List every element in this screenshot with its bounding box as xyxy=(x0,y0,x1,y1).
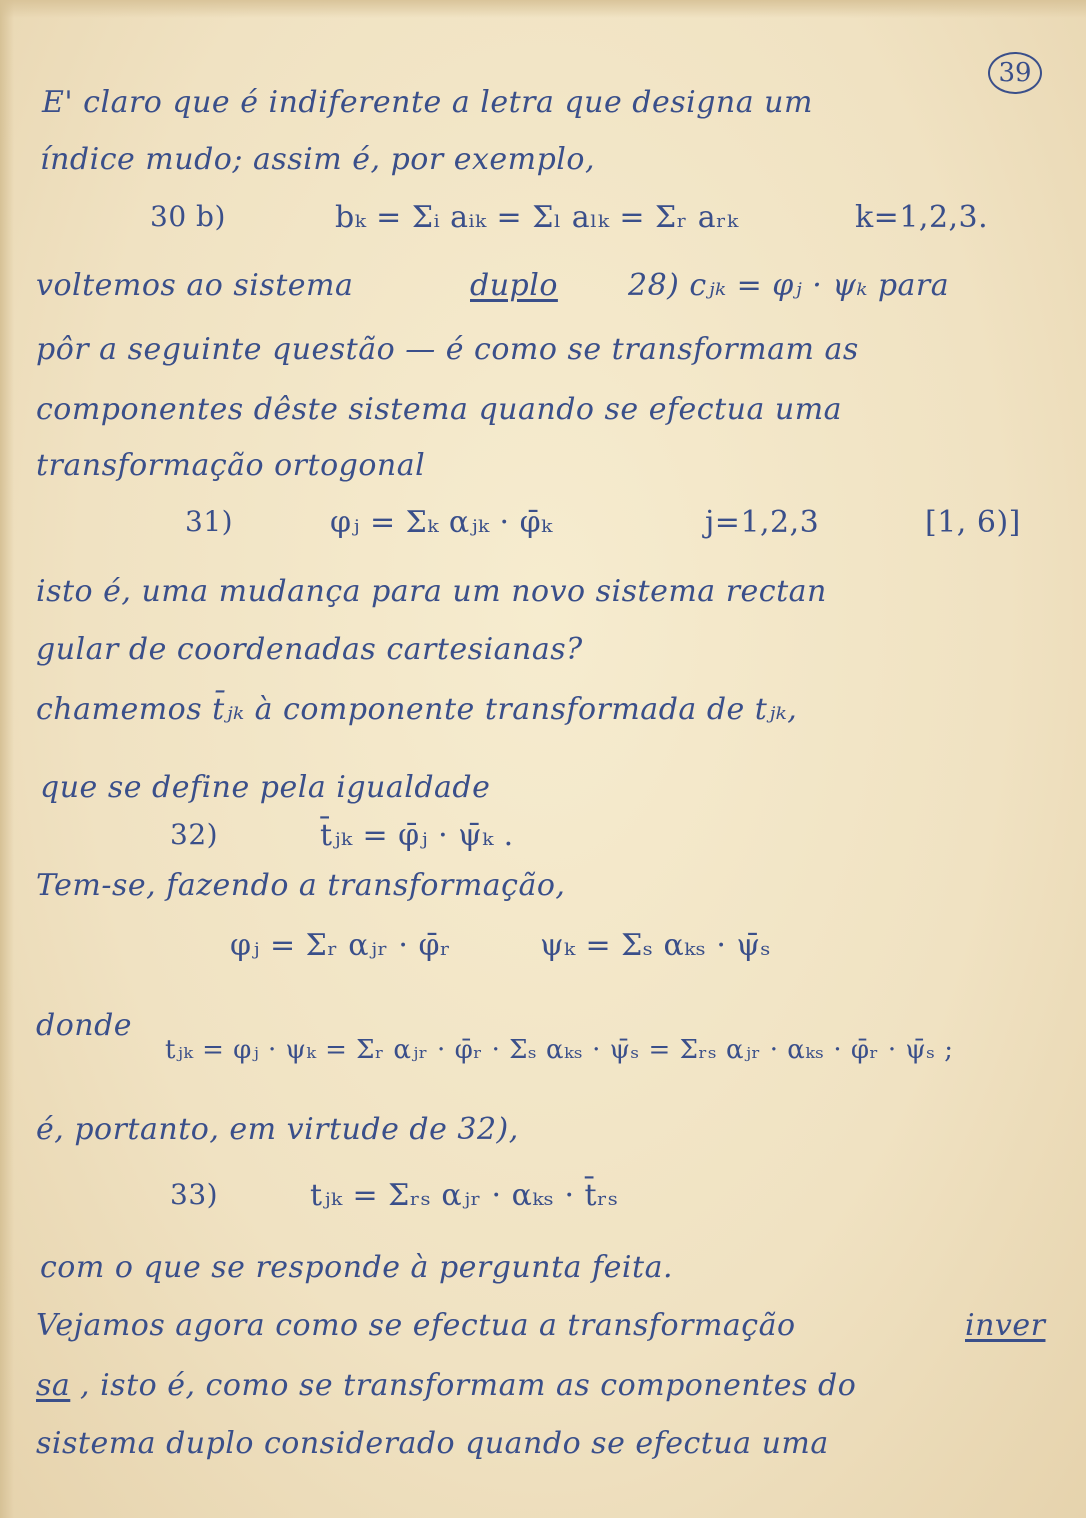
line-text: pôr a seguinte questão — é como se transformam as xyxy=(36,332,859,367)
paper-edge-top xyxy=(0,0,1086,18)
line-text: gular de coordenadas cartesianas? xyxy=(36,632,583,667)
underlined-word: sa xyxy=(36,1368,71,1403)
equation-body: tⱼₖ = Σᵣₛ αⱼᵣ · αₖₛ · t̄ᵣₛ xyxy=(310,1178,619,1213)
line-text: voltemos ao sistema xyxy=(36,268,354,303)
line-text: 28) cⱼₖ = φⱼ · ψₖ para xyxy=(628,268,950,303)
equation-range: j=1,2,3 xyxy=(705,505,820,540)
line-text: Vejamos agora como se efectua a transformação xyxy=(36,1308,796,1343)
equation-range: k=1,2,3. xyxy=(855,200,989,235)
line-text: Tem-se, fazendo a transformação, xyxy=(36,868,566,903)
line-text: é, portanto, em virtude de 32), xyxy=(36,1112,519,1147)
line-text: transformação ortogonal xyxy=(36,448,426,483)
page-number: 39 xyxy=(988,52,1042,94)
line-text: índice mudo; assim é, por exemplo, xyxy=(40,142,595,177)
equation-body: t̄ⱼₖ = φ̄ⱼ · ψ̄ₖ . xyxy=(320,818,514,853)
equation-body: bₖ = Σᵢ aᵢₖ = Σₗ aₗₖ = Σᵣ aᵣₖ xyxy=(335,200,739,235)
underlined-word: inver xyxy=(965,1308,1046,1343)
equation-label: 33) xyxy=(170,1178,219,1211)
line-text: que se define pela igualdade xyxy=(40,770,491,805)
equation-body: φⱼ = Σᵣ αⱼᵣ · φ̄ᵣ xyxy=(230,928,451,963)
line-text: componentes dêste sistema quando se efectua uma xyxy=(36,392,843,427)
line-text: isto é, uma mudança para um novo sistema rectan xyxy=(36,574,827,609)
equation-body: φⱼ = Σₖ αⱼₖ · φ̄ₖ xyxy=(330,505,553,540)
line-text: com o que se responde à pergunta feita. xyxy=(40,1250,673,1285)
line-text: sistema duplo considerado quando se efectua uma xyxy=(36,1426,829,1461)
line-text: E' claro que é indiferente a letra que designa um xyxy=(42,85,813,120)
equation-label: 31) xyxy=(185,505,234,538)
equation-body: ψₖ = Σₛ αₖₛ · ψ̄ₛ xyxy=(540,928,772,963)
paper-edge-left xyxy=(0,0,14,1518)
line-text: donde xyxy=(36,1008,133,1043)
line-text: , isto é, como se transformam as componentes do xyxy=(80,1368,857,1403)
equation-reference: [1, 6)] xyxy=(925,505,1021,540)
equation-body: tⱼₖ = φⱼ · ψₖ = Σᵣ αⱼᵣ · φ̄ᵣ · Σₛ αₖₛ · ψ̄ₛ = Σᵣₛ αⱼᵣ · αₖₛ · φ̄ᵣ · ψ̄ₛ ; xyxy=(165,1035,954,1065)
line-text: chamemos t̄ⱼₖ à componente transformada de tⱼₖ, xyxy=(36,692,798,727)
underlined-word: duplo xyxy=(470,268,558,303)
equation-label: 32) xyxy=(170,818,219,851)
equation-label: 30 b) xyxy=(150,200,226,233)
